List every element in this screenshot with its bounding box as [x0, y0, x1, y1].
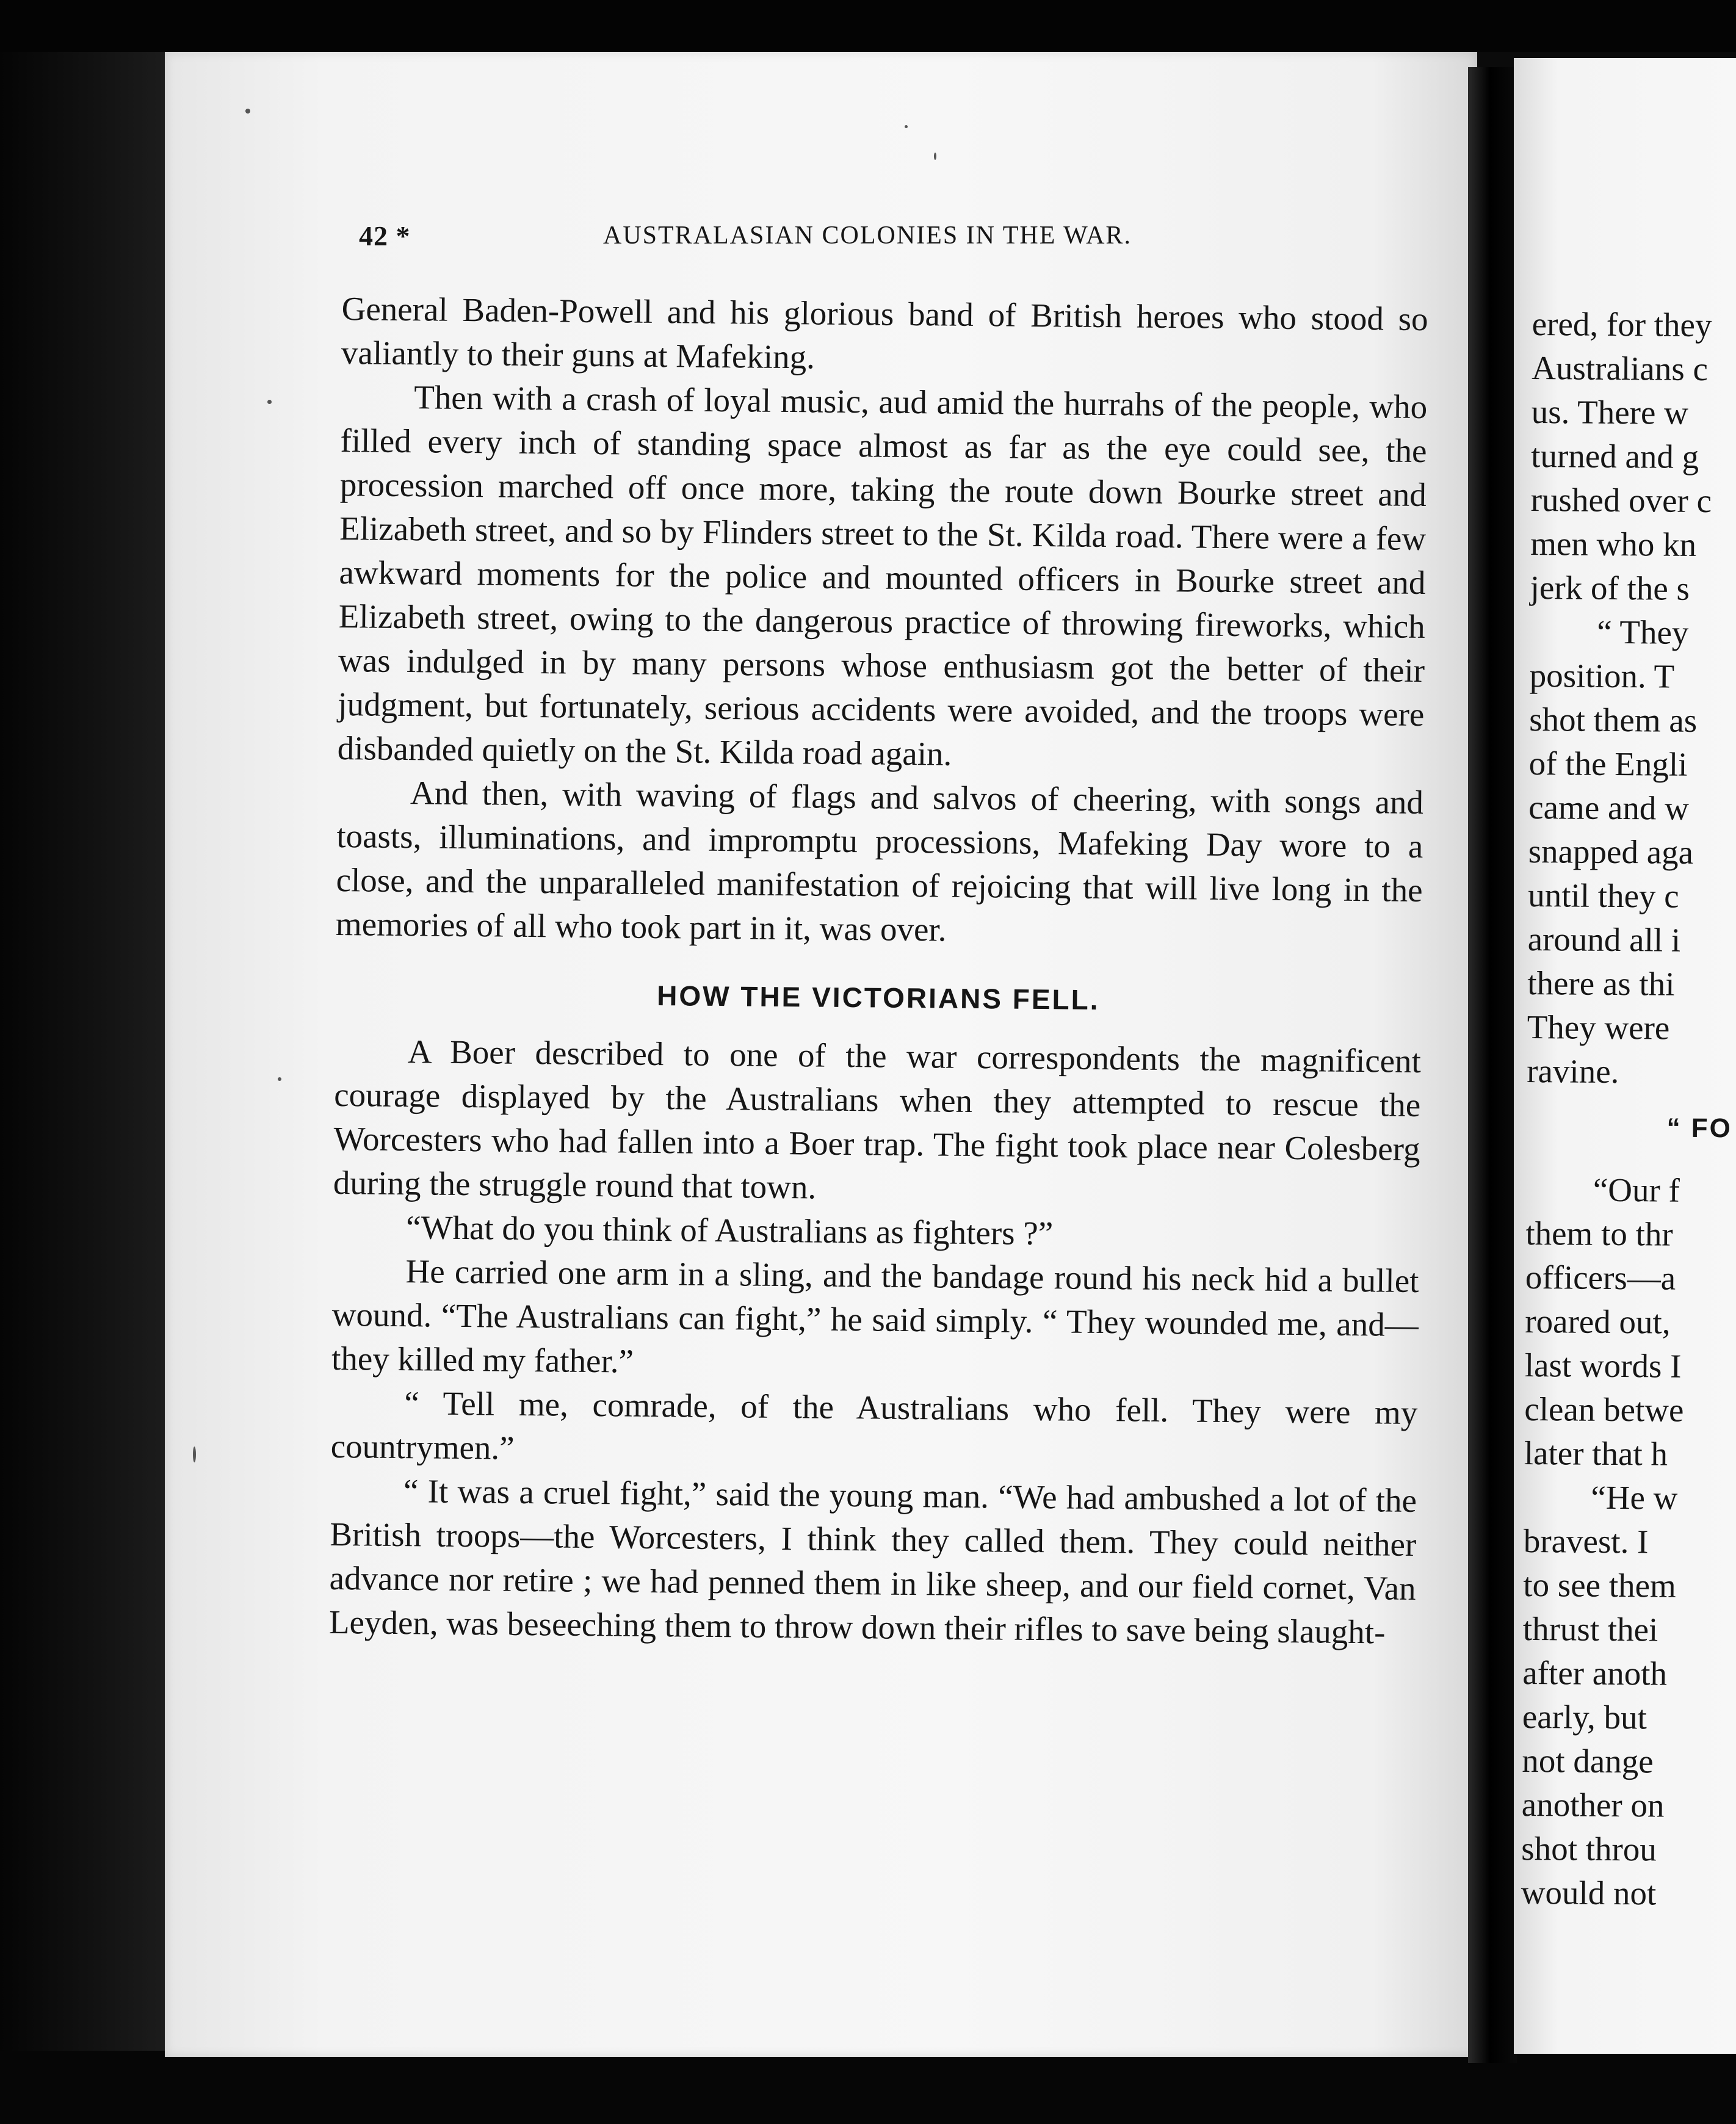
facing-line: “ They	[1597, 613, 1689, 651]
facing-line: shot throu	[1521, 1829, 1657, 1868]
facing-line: around all i	[1527, 920, 1681, 959]
paragraph-boer-described: A Boer described to one of the war correspondents the magnificent courage displayed by the Australians when they attempted to rescue the Worcesters who had fallen into a Boer trap. The fight took place near Colesberg during the struggle round that town.	[333, 1033, 1422, 1206]
facing-line: men who kn	[1530, 524, 1697, 563]
paragraph-comrade: “ Tell me, comrade, of the Australians who fell. They were my countrymen.”	[330, 1384, 1418, 1467]
facing-line: not dange	[1522, 1741, 1654, 1780]
facing-line: them to thr	[1525, 1214, 1673, 1253]
facing-line: came and w	[1528, 788, 1690, 827]
facing-line: early, but	[1522, 1697, 1647, 1736]
scan-speck	[905, 125, 908, 128]
facing-line: ered, for they	[1532, 305, 1712, 344]
scan-speck	[245, 109, 250, 114]
facing-line: until they c	[1528, 876, 1679, 915]
facing-line: position. T	[1529, 656, 1675, 695]
book-gutter	[1468, 67, 1517, 2063]
facing-line: thrust thei	[1522, 1609, 1658, 1649]
facing-line: officers—a	[1525, 1258, 1676, 1297]
facing-line: turned and g	[1531, 436, 1699, 475]
facing-line: bravest. I	[1523, 1522, 1649, 1561]
facing-heading-fragment: “ FO	[1666, 1113, 1733, 1144]
scan-background-top	[0, 0, 1736, 52]
facing-line: last words I	[1524, 1346, 1682, 1385]
scan-background-left	[0, 0, 165, 2124]
facing-line: ravine.	[1526, 1052, 1619, 1091]
facing-line: Australians c	[1532, 349, 1709, 388]
facing-line: there as thi	[1527, 964, 1675, 1003]
facing-line: would not	[1521, 1873, 1657, 1912]
facing-page-text	[1521, 302, 1736, 1918]
facing-line: to see them	[1523, 1566, 1677, 1605]
book-page-right	[1514, 58, 1736, 2054]
section-heading: HOW THE VICTORIANS FELL.	[656, 980, 1100, 1016]
main-text-block	[329, 287, 1428, 1655]
paragraph-procession: Then with a crash of loyal music, aud amid the hurrahs of the people, who filled every inch of standing space almost as far as the eye could see, the procession marched off once more, taking the route down Bourke street and Elizabeth street, and so by Flinders street to the St. Kilda road. There were a few awkward moments for the police and mounted officers in Bourke street and Elizabeth street, owing to the dangerous practice of throwing fireworks, which was indulged in by many persons whose enthusiasm got the better of their judgment, but fortunately, serious accidents were avoided, and the troops were disbanded quietly on the St. Kilda road again.	[337, 378, 1428, 773]
page-number: 42 *	[359, 220, 411, 251]
facing-line: shot them as	[1529, 700, 1698, 739]
paragraph-sling: He carried one arm in a sling, and the bandage round his neck hid a bullet wound. “The Australians can fight,” he said simply. “ They wounded me, and—they killed my father.”	[331, 1252, 1419, 1380]
scan-speck	[278, 1077, 281, 1081]
facing-line: roared out,	[1525, 1302, 1671, 1341]
running-head	[359, 220, 1213, 262]
facing-line: snapped aga	[1528, 832, 1694, 871]
facing-line: “Our f	[1593, 1171, 1680, 1209]
scan-speck	[193, 1447, 196, 1462]
facing-line: after anoth	[1522, 1653, 1668, 1692]
facing-line: clean betwe	[1524, 1390, 1684, 1429]
facing-line: of the Engli	[1528, 744, 1688, 783]
facing-line: another on	[1521, 1785, 1665, 1824]
scan-speck	[934, 153, 936, 160]
paragraph-continuation: General Baden-Powell and his glorious band of British heroes who stood so valiantly to their guns at Mafeking.	[341, 289, 1428, 376]
facing-line: us. There w	[1531, 392, 1689, 432]
paragraph-mafeking-day: And then, with waving of flags and salvos of cheering, with songs and toasts, illuminations, and impromptu processions, Mafeking Day wore to a close, and the unparalleled manifestation of rejoicing that will live long in the memories of all who took part in it, was over.	[335, 774, 1424, 948]
paragraph-question: “What do you think of Australians as fighters ?”	[405, 1208, 1054, 1252]
running-title: AUSTRALASIAN COLONIES IN THE WAR.	[603, 222, 1132, 250]
facing-line: They were	[1527, 1008, 1670, 1047]
scan-speck	[267, 400, 272, 404]
facing-line: “He w	[1591, 1478, 1678, 1517]
facing-line: jerk of the s	[1530, 568, 1690, 607]
facing-line: rushed over c	[1530, 480, 1712, 520]
facing-line: later that h	[1524, 1434, 1668, 1473]
paragraph-cruel-fight: “ It was a cruel fight,” said the young man. “We had ambushed a lot of the British troops—the Worcesters, I think they called them. They could neither advance nor retire ; we had penned them in like sheep, and our field cornet, Van Leyden, was beseeching them to throw down their rifles to save being slaught-	[328, 1472, 1417, 1651]
